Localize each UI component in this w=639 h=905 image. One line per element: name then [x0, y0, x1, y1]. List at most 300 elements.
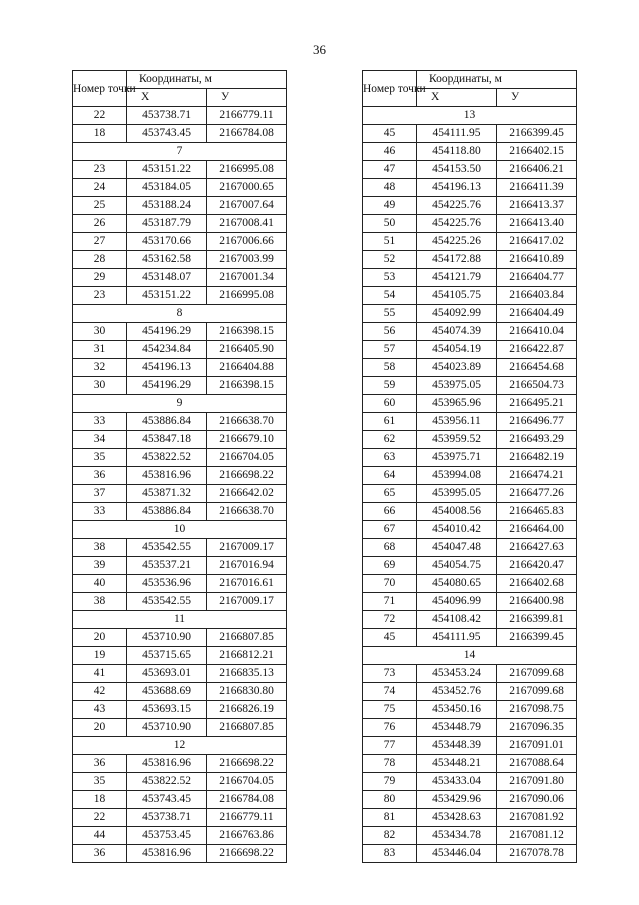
table-row: [363, 629, 577, 647]
table-row: [363, 413, 577, 431]
point-number-cell: 37: [73, 485, 127, 503]
point-number-cell: 38: [73, 593, 127, 611]
x-coordinate-cell: 453151.22: [127, 287, 207, 305]
x-coordinate-cell: 454023.89: [417, 359, 497, 377]
table-row: [73, 557, 287, 575]
point-number-cell: 73: [363, 665, 417, 683]
x-coordinate-cell: 453428.63: [417, 809, 497, 827]
x-coordinate-cell: 453743.45: [127, 791, 207, 809]
point-number-cell: 18: [73, 791, 127, 809]
y-coordinate-cell: 2166995.08: [207, 161, 287, 179]
x-coordinate-cell: 453886.84: [127, 413, 207, 431]
table-row: [363, 251, 577, 269]
y-coordinate-cell: 2166413.37: [497, 197, 577, 215]
y-coordinate-cell: 2167091.80: [497, 773, 577, 791]
header-point-number: Номер точки: [73, 71, 127, 107]
y-coordinate-cell: 2166698.22: [207, 845, 287, 863]
table-row: [73, 593, 287, 611]
y-coordinate-cell: 2166400.98: [497, 593, 577, 611]
table-row: [73, 575, 287, 593]
y-coordinate-cell: 2166417.02: [497, 233, 577, 251]
table-row: [363, 233, 577, 251]
point-number-cell: 51: [363, 233, 417, 251]
header-y: У: [497, 89, 577, 107]
x-coordinate-cell: 453536.96: [127, 575, 207, 593]
x-coordinate-cell: 454092.99: [417, 305, 497, 323]
x-coordinate-cell: 454234.84: [127, 341, 207, 359]
x-coordinate-cell: 453429.96: [417, 791, 497, 809]
table-row: [73, 539, 287, 557]
x-coordinate-cell: 453816.96: [127, 467, 207, 485]
y-coordinate-cell: 2166495.21: [497, 395, 577, 413]
point-number-cell: 35: [73, 773, 127, 791]
header-coordinates: Координаты, м: [127, 71, 287, 89]
y-coordinate-cell: 2166403.84: [497, 287, 577, 305]
point-number-cell: 57: [363, 341, 417, 359]
point-number-cell: 81: [363, 809, 417, 827]
y-coordinate-cell: 2166404.77: [497, 269, 577, 287]
x-coordinate-cell: 453965.96: [417, 395, 497, 413]
x-coordinate-cell: 453847.18: [127, 431, 207, 449]
table-row: [73, 647, 287, 665]
point-number-cell: 65: [363, 485, 417, 503]
y-coordinate-cell: 2166398.15: [207, 323, 287, 341]
x-coordinate-cell: 453995.05: [417, 485, 497, 503]
coordinates-table-left: [72, 70, 287, 863]
y-coordinate-cell: 2166679.10: [207, 431, 287, 449]
point-number-cell: 83: [363, 845, 417, 863]
table-row: [73, 377, 287, 395]
y-coordinate-cell: 2166830.80: [207, 683, 287, 701]
table-row: [73, 125, 287, 143]
table-row: [363, 665, 577, 683]
point-number-cell: 68: [363, 539, 417, 557]
x-coordinate-cell: 454108.42: [417, 611, 497, 629]
y-coordinate-cell: 2166404.88: [207, 359, 287, 377]
x-coordinate-cell: 453816.96: [127, 755, 207, 773]
table-row: [363, 683, 577, 701]
section-row: [73, 305, 287, 323]
point-number-cell: 32: [73, 359, 127, 377]
y-coordinate-cell: 2166405.90: [207, 341, 287, 359]
x-coordinate-cell: 454121.79: [417, 269, 497, 287]
x-coordinate-cell: 453170.66: [127, 233, 207, 251]
y-coordinate-cell: 2166835.13: [207, 665, 287, 683]
x-coordinate-cell: 454196.13: [127, 359, 207, 377]
x-coordinate-cell: 453959.52: [417, 431, 497, 449]
y-coordinate-cell: 2166493.29: [497, 431, 577, 449]
point-number-cell: 54: [363, 287, 417, 305]
header-x: X: [127, 89, 207, 107]
y-coordinate-cell: 2166399.81: [497, 611, 577, 629]
point-number-cell: 36: [73, 755, 127, 773]
point-number-cell: 19: [73, 647, 127, 665]
x-coordinate-cell: 454080.65: [417, 575, 497, 593]
table-row: [73, 323, 287, 341]
section-row: [73, 521, 287, 539]
x-coordinate-cell: 453710.90: [127, 629, 207, 647]
table-row: [363, 809, 577, 827]
point-number-cell: 24: [73, 179, 127, 197]
table-row: [73, 341, 287, 359]
section-row: [73, 611, 287, 629]
y-coordinate-cell: 2167008.41: [207, 215, 287, 233]
x-coordinate-cell: 454096.99: [417, 593, 497, 611]
section-number: 9: [73, 395, 287, 413]
point-number-cell: 71: [363, 593, 417, 611]
x-coordinate-cell: 453184.05: [127, 179, 207, 197]
point-number-cell: 61: [363, 413, 417, 431]
y-coordinate-cell: 2166420.47: [497, 557, 577, 575]
table-row: [363, 845, 577, 863]
table-row: [363, 575, 577, 593]
point-number-cell: 78: [363, 755, 417, 773]
point-number-cell: 70: [363, 575, 417, 593]
x-coordinate-cell: 454196.29: [127, 323, 207, 341]
point-number-cell: 75: [363, 701, 417, 719]
section-number: 8: [73, 305, 287, 323]
y-coordinate-cell: 2167090.06: [497, 791, 577, 809]
x-coordinate-cell: 454010.42: [417, 521, 497, 539]
point-number-cell: 23: [73, 161, 127, 179]
x-coordinate-cell: 454111.95: [417, 125, 497, 143]
point-number-cell: 66: [363, 503, 417, 521]
y-coordinate-cell: 2166784.08: [207, 791, 287, 809]
point-number-cell: 46: [363, 143, 417, 161]
table-row: [73, 359, 287, 377]
header-coordinates: Координаты, м: [417, 71, 577, 89]
point-number-cell: 69: [363, 557, 417, 575]
point-number-cell: 52: [363, 251, 417, 269]
table-row: [73, 629, 287, 647]
x-coordinate-cell: 453738.71: [127, 107, 207, 125]
x-coordinate-cell: 453162.58: [127, 251, 207, 269]
table-row: [73, 431, 287, 449]
point-number-cell: 74: [363, 683, 417, 701]
x-coordinate-cell: 454196.29: [127, 377, 207, 395]
point-number-cell: 25: [73, 197, 127, 215]
x-coordinate-cell: 454153.50: [417, 161, 497, 179]
y-coordinate-cell: 2166477.26: [497, 485, 577, 503]
x-coordinate-cell: 454105.75: [417, 287, 497, 305]
y-coordinate-cell: 2166779.11: [207, 809, 287, 827]
y-coordinate-cell: 2166698.22: [207, 467, 287, 485]
x-coordinate-cell: 454225.76: [417, 197, 497, 215]
point-number-cell: 45: [363, 125, 417, 143]
x-coordinate-cell: 453693.15: [127, 701, 207, 719]
y-coordinate-cell: 2166482.19: [497, 449, 577, 467]
point-number-cell: 22: [73, 809, 127, 827]
x-coordinate-cell: 453753.45: [127, 827, 207, 845]
point-number-cell: 67: [363, 521, 417, 539]
point-number-cell: 42: [73, 683, 127, 701]
y-coordinate-cell: 2166398.15: [207, 377, 287, 395]
x-coordinate-cell: 453448.21: [417, 755, 497, 773]
table-row: [363, 431, 577, 449]
y-coordinate-cell: 2166704.05: [207, 773, 287, 791]
x-coordinate-cell: 453542.55: [127, 593, 207, 611]
x-coordinate-cell: 453151.22: [127, 161, 207, 179]
table-row: [73, 269, 287, 287]
x-coordinate-cell: 453994.08: [417, 467, 497, 485]
y-coordinate-cell: 2167016.61: [207, 575, 287, 593]
table-row: [73, 161, 287, 179]
y-coordinate-cell: 2167000.65: [207, 179, 287, 197]
table-row: [73, 683, 287, 701]
table-row: [73, 251, 287, 269]
point-number-cell: 29: [73, 269, 127, 287]
x-coordinate-cell: 454225.76: [417, 215, 497, 233]
point-number-cell: 38: [73, 539, 127, 557]
point-number-cell: 48: [363, 179, 417, 197]
y-coordinate-cell: 2166995.08: [207, 287, 287, 305]
y-coordinate-cell: 2166427.63: [497, 539, 577, 557]
x-coordinate-cell: 453886.84: [127, 503, 207, 521]
y-coordinate-cell: 2167096.35: [497, 719, 577, 737]
x-coordinate-cell: 453956.11: [417, 413, 497, 431]
point-number-cell: 49: [363, 197, 417, 215]
x-coordinate-cell: 453433.04: [417, 773, 497, 791]
y-coordinate-cell: 2166399.45: [497, 125, 577, 143]
x-coordinate-cell: 453975.05: [417, 377, 497, 395]
table-row: [363, 305, 577, 323]
point-number-cell: 20: [73, 629, 127, 647]
table-row: [363, 503, 577, 521]
x-coordinate-cell: 453738.71: [127, 809, 207, 827]
point-number-cell: 58: [363, 359, 417, 377]
y-coordinate-cell: 2166496.77: [497, 413, 577, 431]
x-coordinate-cell: 453822.52: [127, 773, 207, 791]
x-coordinate-cell: 453688.69: [127, 683, 207, 701]
y-coordinate-cell: 2166779.11: [207, 107, 287, 125]
table-row: [73, 287, 287, 305]
table-row: [73, 809, 287, 827]
point-number-cell: 30: [73, 377, 127, 395]
y-coordinate-cell: 2167006.66: [207, 233, 287, 251]
page-number: 36: [313, 42, 326, 57]
table-row: [363, 179, 577, 197]
x-coordinate-cell: 454054.19: [417, 341, 497, 359]
point-number-cell: 40: [73, 575, 127, 593]
header-x: X: [417, 89, 497, 107]
section-number: 13: [363, 107, 577, 125]
point-number-cell: 44: [73, 827, 127, 845]
point-number-cell: 26: [73, 215, 127, 233]
table-row: [363, 701, 577, 719]
point-number-cell: 20: [73, 719, 127, 737]
point-number-cell: 36: [73, 845, 127, 863]
table-row: [73, 215, 287, 233]
x-coordinate-cell: 453710.90: [127, 719, 207, 737]
table-row: [363, 521, 577, 539]
table-row: [73, 485, 287, 503]
table-row: [73, 755, 287, 773]
y-coordinate-cell: 2166474.21: [497, 467, 577, 485]
y-coordinate-cell: 2166784.08: [207, 125, 287, 143]
y-coordinate-cell: 2166422.87: [497, 341, 577, 359]
y-coordinate-cell: 2166812.21: [207, 647, 287, 665]
point-number-cell: 72: [363, 611, 417, 629]
coordinates-table-right: [362, 70, 577, 863]
x-coordinate-cell: 454118.80: [417, 143, 497, 161]
point-number-cell: 77: [363, 737, 417, 755]
x-coordinate-cell: 453446.04: [417, 845, 497, 863]
x-coordinate-cell: 454172.88: [417, 251, 497, 269]
x-coordinate-cell: 453871.32: [127, 485, 207, 503]
x-coordinate-cell: 453450.16: [417, 701, 497, 719]
x-coordinate-cell: 453188.24: [127, 197, 207, 215]
table-row: [73, 449, 287, 467]
point-number-cell: 28: [73, 251, 127, 269]
table-row: [73, 827, 287, 845]
point-number-cell: 82: [363, 827, 417, 845]
point-number-cell: 39: [73, 557, 127, 575]
x-coordinate-cell: 453743.45: [127, 125, 207, 143]
point-number-cell: 63: [363, 449, 417, 467]
table-row: [363, 269, 577, 287]
y-coordinate-cell: 2166704.05: [207, 449, 287, 467]
table-row: [363, 737, 577, 755]
y-coordinate-cell: 2166464.00: [497, 521, 577, 539]
x-coordinate-cell: 453453.24: [417, 665, 497, 683]
y-coordinate-cell: 2166807.85: [207, 719, 287, 737]
table-row: [73, 413, 287, 431]
point-number-cell: 41: [73, 665, 127, 683]
y-coordinate-cell: 2167099.68: [497, 665, 577, 683]
y-coordinate-cell: 2167009.17: [207, 539, 287, 557]
x-coordinate-cell: 454074.39: [417, 323, 497, 341]
point-number-cell: 36: [73, 467, 127, 485]
table-row: [363, 539, 577, 557]
table-row: [73, 107, 287, 125]
x-coordinate-cell: 453187.79: [127, 215, 207, 233]
x-coordinate-cell: 454196.13: [417, 179, 497, 197]
table-row: [363, 557, 577, 575]
point-number-cell: 64: [363, 467, 417, 485]
section-row: [73, 737, 287, 755]
table-row: [363, 143, 577, 161]
table-row: [73, 179, 287, 197]
x-coordinate-cell: 454054.75: [417, 557, 497, 575]
table-row: [363, 377, 577, 395]
table-row: [363, 773, 577, 791]
point-number-cell: 79: [363, 773, 417, 791]
y-coordinate-cell: 2167016.94: [207, 557, 287, 575]
y-coordinate-cell: 2166763.86: [207, 827, 287, 845]
header-point-number: Номер точки: [363, 71, 417, 107]
x-coordinate-cell: 453816.96: [127, 845, 207, 863]
table-row: [363, 485, 577, 503]
x-coordinate-cell: 453975.71: [417, 449, 497, 467]
x-coordinate-cell: 454225.26: [417, 233, 497, 251]
table-row: [363, 827, 577, 845]
y-coordinate-cell: 2166406.21: [497, 161, 577, 179]
section-row: [73, 143, 287, 161]
y-coordinate-cell: 2166411.39: [497, 179, 577, 197]
point-number-cell: 56: [363, 323, 417, 341]
point-number-cell: 59: [363, 377, 417, 395]
table-row: [363, 755, 577, 773]
x-coordinate-cell: 453715.65: [127, 647, 207, 665]
x-coordinate-cell: 454047.48: [417, 539, 497, 557]
table-row: [73, 773, 287, 791]
point-number-cell: 60: [363, 395, 417, 413]
point-number-cell: 43: [73, 701, 127, 719]
y-coordinate-cell: 2167078.78: [497, 845, 577, 863]
table-row: [73, 233, 287, 251]
table-row: [363, 449, 577, 467]
table-row: [363, 719, 577, 737]
table-row: [363, 125, 577, 143]
x-coordinate-cell: 453448.79: [417, 719, 497, 737]
y-coordinate-cell: 2166399.45: [497, 629, 577, 647]
y-coordinate-cell: 2166402.68: [497, 575, 577, 593]
x-coordinate-cell: 453542.55: [127, 539, 207, 557]
point-number-cell: 76: [363, 719, 417, 737]
y-coordinate-cell: 2167099.68: [497, 683, 577, 701]
y-coordinate-cell: 2166698.22: [207, 755, 287, 773]
x-coordinate-cell: 453434.78: [417, 827, 497, 845]
y-coordinate-cell: 2167091.01: [497, 737, 577, 755]
point-number-cell: 33: [73, 503, 127, 521]
table-row: [73, 845, 287, 863]
y-coordinate-cell: 2166410.89: [497, 251, 577, 269]
y-coordinate-cell: 2167003.99: [207, 251, 287, 269]
y-coordinate-cell: 2166638.70: [207, 503, 287, 521]
y-coordinate-cell: 2166404.49: [497, 305, 577, 323]
table-row: [363, 197, 577, 215]
y-coordinate-cell: 2166504.73: [497, 377, 577, 395]
y-coordinate-cell: 2166410.04: [497, 323, 577, 341]
table-row: [73, 467, 287, 485]
table-row: [363, 395, 577, 413]
point-number-cell: 47: [363, 161, 417, 179]
y-coordinate-cell: 2167098.75: [497, 701, 577, 719]
point-number-cell: 30: [73, 323, 127, 341]
table-row: [363, 791, 577, 809]
point-number-cell: 45: [363, 629, 417, 647]
y-coordinate-cell: 2166454.68: [497, 359, 577, 377]
section-row: [363, 107, 577, 125]
table-row: [363, 323, 577, 341]
table-row: [363, 467, 577, 485]
section-number: 12: [73, 737, 287, 755]
y-coordinate-cell: 2166807.85: [207, 629, 287, 647]
point-number-cell: 27: [73, 233, 127, 251]
y-coordinate-cell: 2167088.64: [497, 755, 577, 773]
point-number-cell: 80: [363, 791, 417, 809]
table-row: [73, 197, 287, 215]
section-row: [73, 395, 287, 413]
x-coordinate-cell: 453452.76: [417, 683, 497, 701]
table-row: [73, 665, 287, 683]
table-row: [363, 611, 577, 629]
point-number-cell: 34: [73, 431, 127, 449]
table-row: [363, 593, 577, 611]
y-coordinate-cell: 2166638.70: [207, 413, 287, 431]
point-number-cell: 22: [73, 107, 127, 125]
table-row: [363, 287, 577, 305]
x-coordinate-cell: 453693.01: [127, 665, 207, 683]
y-coordinate-cell: 2166413.40: [497, 215, 577, 233]
section-number: 11: [73, 611, 287, 629]
point-number-cell: 53: [363, 269, 417, 287]
table-row: [73, 719, 287, 737]
header-y: У: [207, 89, 287, 107]
point-number-cell: 31: [73, 341, 127, 359]
point-number-cell: 50: [363, 215, 417, 233]
table-row: [363, 359, 577, 377]
